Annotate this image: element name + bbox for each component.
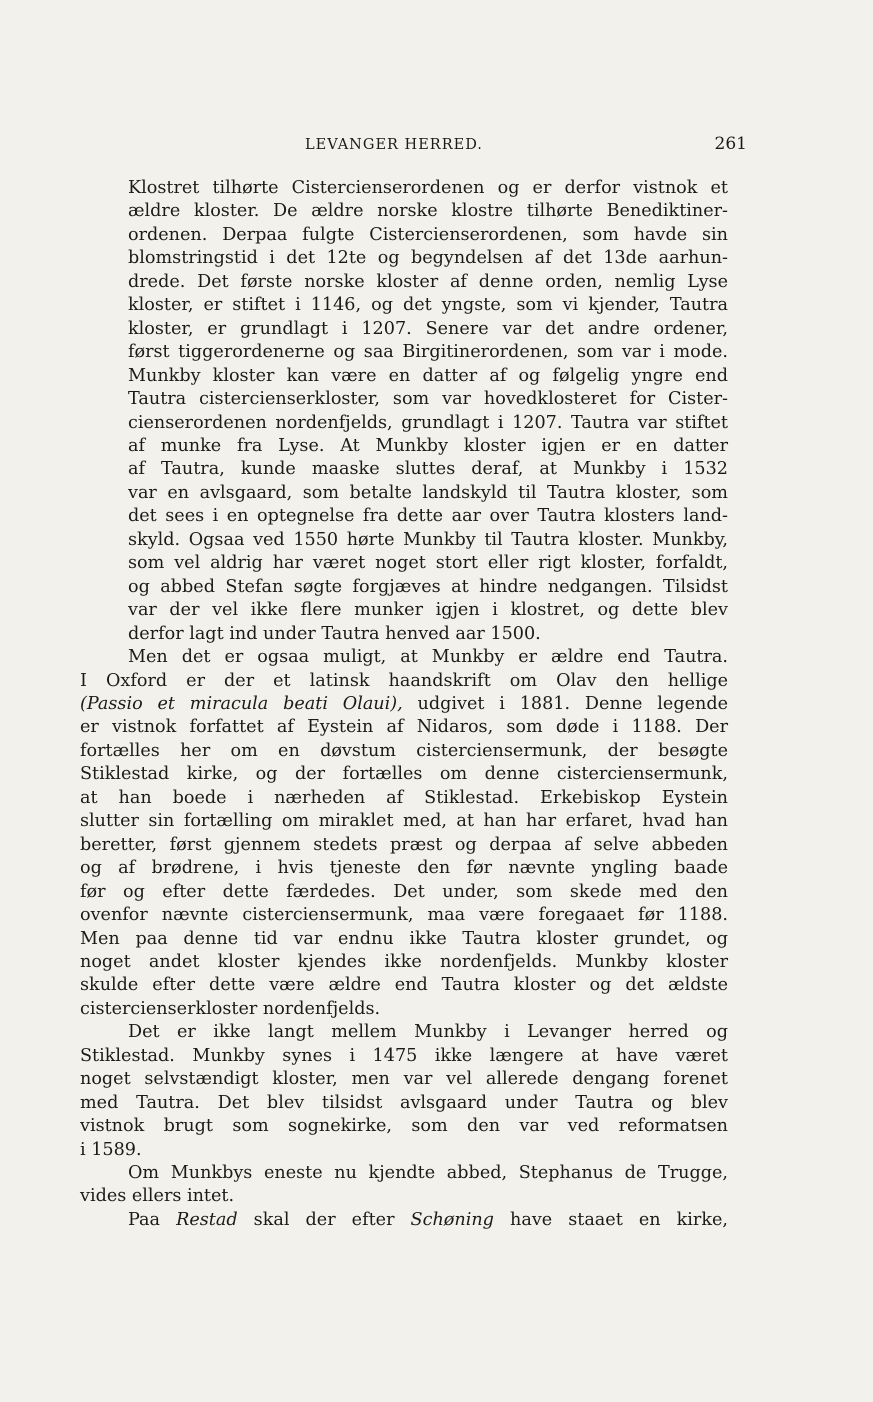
text-line: Klostret tilhørte Cistercienserordenen og er derfor vistnok et (128, 178, 728, 198)
text-line: Munkby kloster kan være en datter af og følgelig yngre end (128, 365, 728, 386)
text-line: ældre kloster. De ældre norske klostre tilhørte Benediktiner- (128, 201, 728, 222)
text-line: i 1589. (80, 1139, 142, 1160)
text-line: er vistnok forfattet af Eystein af Nidaros, som døde i 1188. Der (80, 717, 728, 738)
text-line: drede. Det første norske kloster af denne orden, nemlig Lyse (128, 271, 728, 292)
text-line-with-title (80, 693, 728, 716)
text-line: vistnok brugt som sognekirke, som den var ved reformatsen (80, 1116, 728, 1137)
text-line: Men paa denne tid var endnu ikke Tautra kloster grundet, og (80, 928, 728, 949)
text-line: vides ellers intet. (80, 1186, 235, 1207)
text-fragment: Paa (128, 1209, 161, 1230)
paragraph-3 (80, 1021, 728, 1162)
text-line: beretter, først gjennem stedets præst og derpaa af selve abbeden (80, 834, 728, 855)
body-text (80, 177, 728, 1232)
text-line: slutter sin fortælling om miraklet med, at han har erfaret, hvad han (80, 811, 728, 832)
text-line: før og efter dette færdedes. Det under, som skede med den (80, 881, 728, 902)
text-line: Stiklestad. Munkby synes i 1475 ikke længere at have været (80, 1045, 728, 1066)
text-line: kloster, er stiftet i 1146, og det yngste, som vi kjender, Tautra (128, 295, 728, 316)
text-line: cistercienserkloster nordenfjelds. (80, 998, 381, 1019)
text-line: Om Munkbys eneste nu kjendte abbed, Stephanus de Trugge, (128, 1163, 728, 1184)
text-line: som vel aldrig har været noget stort eller rigt kloster, forfaldt, (128, 553, 728, 574)
text-fragment: skal der efter (253, 1209, 395, 1230)
paragraph-4 (80, 1162, 728, 1209)
text-line: af munke fra Lyse. At Munkby kloster igjen er en datter (128, 435, 728, 456)
paragraph-2 (80, 646, 728, 1021)
text-line: af Tautra, kunde maaske sluttes deraf, at Munkby i 1532 (128, 459, 728, 480)
text-line: ordenen. Derpaa fulgte Cistercienserordenen, som havde sin (128, 224, 728, 245)
text-line: det sees i en optegnelse fra dette aar over Tautra klosters land- (128, 506, 728, 527)
text-line: Men det er ogsaa muligt, at Munkby er ældre end Tautra. (128, 647, 728, 668)
italic-place-name: Restad (176, 1209, 238, 1230)
text-fragment: udgivet i 1881. Denne legende (417, 693, 728, 714)
text-line: ovenfor nævnte cisterciensermunk, maa være foregaaet før 1188. (80, 905, 728, 926)
text-line: var en avlsgaard, som betalte landskyld til Tautra kloster, som (128, 482, 728, 503)
text-line: med Tautra. Det blev tilsidst avlsgaard under Tautra og blev (80, 1092, 728, 1113)
text-line: Det er ikke langt mellem Munkby i Levanger herred og (128, 1022, 728, 1043)
text-line: var der vel ikke flere munker igjen i klostret, og dette blev (128, 600, 728, 621)
text-line: kloster, er grundlagt i 1207. Senere var det andre ordener, (128, 318, 728, 339)
text-line: Stiklestad kirke, og der fortælles om denne cisterciensermunk, (80, 764, 728, 785)
text-line: skulde efter dette være ældre end Tautra kloster og det ældste (80, 975, 728, 996)
text-line: derfor lagt ind under Tautra henved aar 1500. (128, 623, 541, 644)
paragraph-1 (80, 177, 728, 646)
text-line: I Oxford er der et latinsk haandskrift om Olav den hellige (80, 670, 728, 691)
text-fragment: have staaet en kirke, (510, 1209, 728, 1230)
italic-author-name: Schøning (410, 1209, 494, 1230)
text-line: noget selvstændigt kloster, men var vel allerede dengang forenet (80, 1069, 728, 1090)
page-number: 261 (714, 134, 747, 154)
text-line: fortælles her om en døvstum cisterciensermunk, der besøgte (80, 740, 728, 761)
text-line: cienserordenen nordenfjelds, grundlagt i 1207. Tautra var stiftet (128, 412, 728, 433)
running-header (80, 134, 747, 158)
text-line-with-names (80, 1209, 728, 1232)
text-line: blomstringstid i det 12te og begyndelsen af det 13de aarhun- (128, 248, 728, 269)
header-title: LEVANGER HERRED. (305, 137, 483, 153)
text-line: og abbed Stefan søgte forgjæves at hindre nedgangen. Tilsidst (128, 576, 728, 597)
text-line: og af brødrene, i hvis tjeneste den før nævnte yngling baade (80, 858, 728, 879)
text-line: skyld. Ogsaa ved 1550 hørte Munkby til Tautra kloster. Munkby, (128, 529, 728, 550)
italic-title: (Passio et miracula beati Olaui), (80, 693, 403, 714)
text-line: Tautra cistercienserkloster, som var hovedklosteret for Cister- (128, 389, 728, 410)
paragraph-5 (80, 1209, 728, 1232)
text-line: at han boede i nærheden af Stiklestad. Erkebiskop Eystein (80, 787, 728, 808)
text-line: først tiggerordenerne og saa Birgitinerordenen, som var i mode. (128, 342, 728, 363)
text-line: noget andet kloster kjendes ikke nordenfjelds. Munkby kloster (80, 951, 728, 972)
